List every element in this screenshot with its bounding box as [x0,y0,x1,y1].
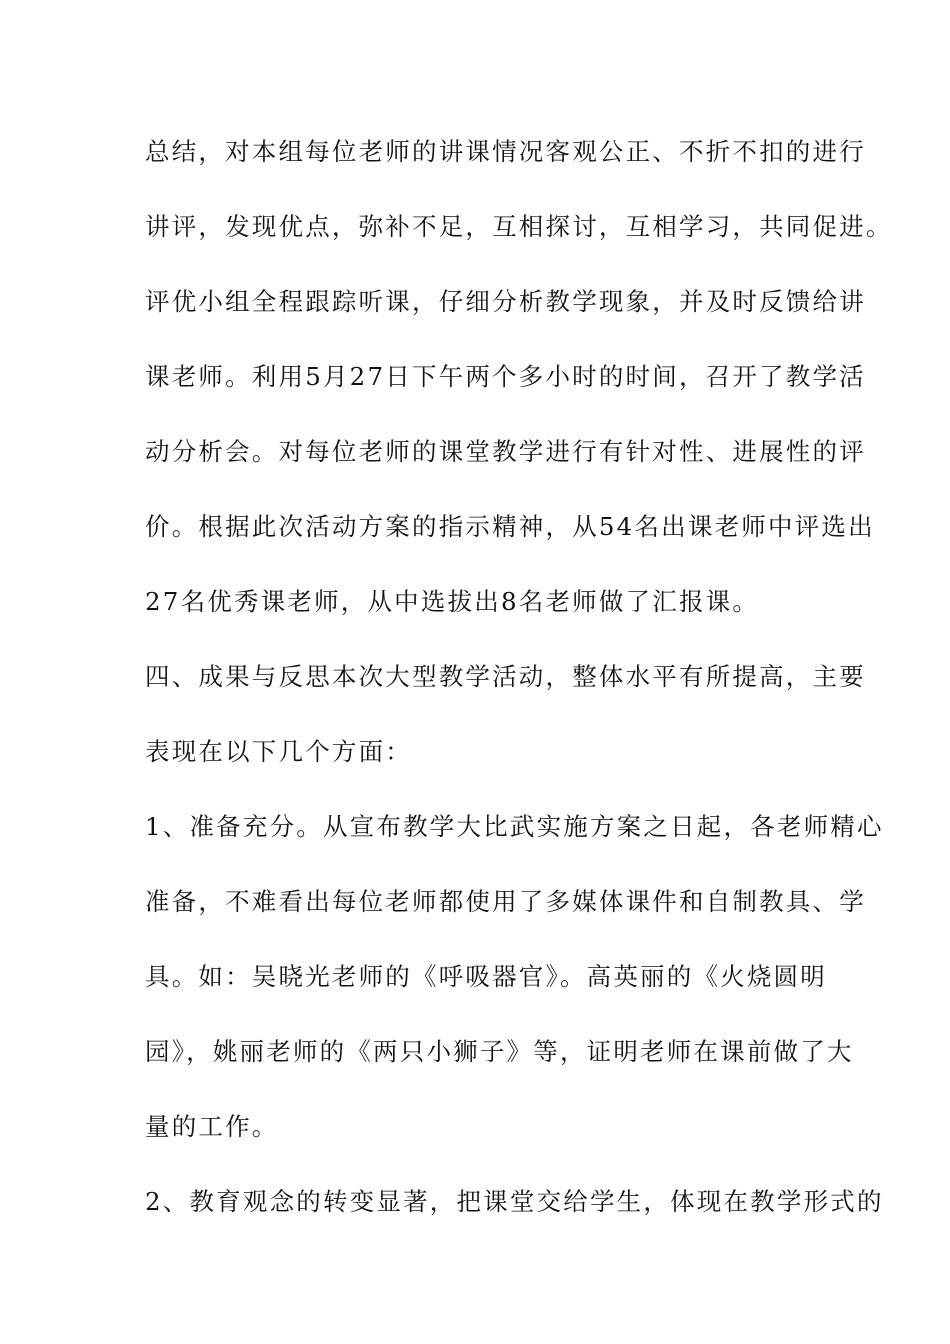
text-line: 价。根据此次活动方案的指示精神，从54名出课老师中评选出 [145,512,875,541]
text-line: 动分析会。对每位老师的课堂教学进行有针对性、进展性的评 [145,437,866,466]
list-item-line: 2、教育观念的转变显著，把课堂交给学生，体现在教学形式的 [145,1187,884,1216]
text-line: 表现在以下几个方面： [145,737,412,766]
list-item-line: 1、准备充分。从宣布教学大比武实施方案之日起，各老师精心 [145,812,884,841]
text-line: 具。如：吴晓光老师的《呼吸器官》。高英丽的《火烧圆明 [145,962,827,991]
text-line: 讲评，发现优点，弥补不足，互相探讨，互相学习，共同促进。 [145,212,893,241]
section-heading-line: 四、成果与反思本次大型教学活动，整体水平有所提高，主要 [145,662,866,691]
text-line: 课老师。利用5月27日下午两个多小时的时间，召开了教学活 [145,362,866,391]
text-line: 评优小组全程跟踪听课，仔细分析教学现象，并及时反馈给讲 [145,287,866,316]
text-line: 量的工作。 [145,1112,279,1141]
text-line: 总结，对本组每位老师的讲课情况客观公正、不折不扣的进行 [145,137,866,166]
text-line: 准备，不难看出每位老师都使用了多媒体课件和自制教具、学 [145,887,866,916]
text-line: 园》，姚丽老师的《两只小狮子》等，证明老师在课前做了大 [145,1037,854,1066]
text-line: 27名优秀课老师，从中选拔出8名老师做了汇报课。 [145,587,760,616]
